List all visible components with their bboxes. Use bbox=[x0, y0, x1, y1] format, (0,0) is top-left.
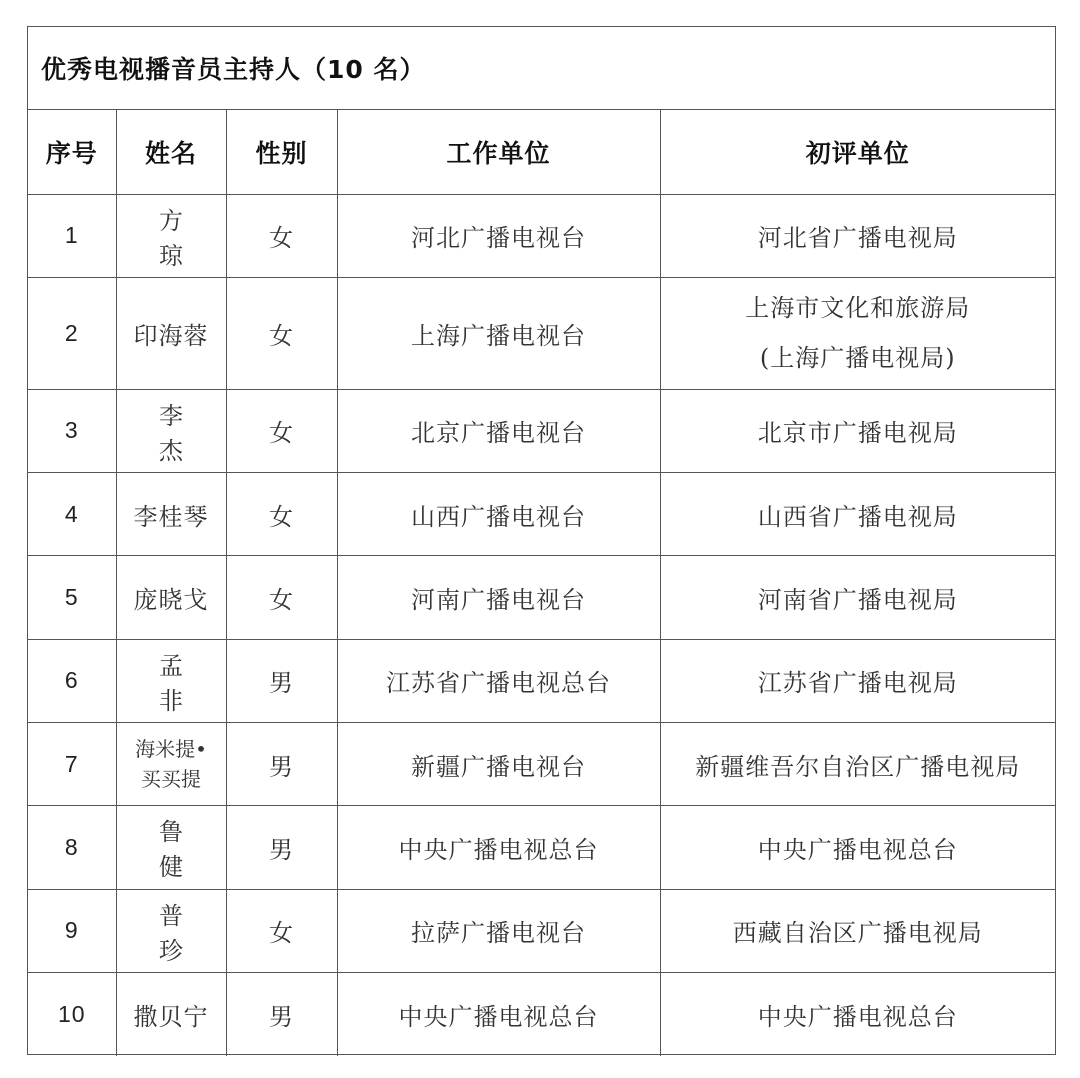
row-name-line: 买买提 bbox=[141, 767, 201, 792]
table-row bbox=[28, 806, 1055, 889]
row-number: 4 bbox=[28, 473, 116, 556]
row-evaluator: 西藏自治区广播电视局 bbox=[660, 889, 1055, 972]
table-row bbox=[28, 277, 1055, 389]
row-name-line: 海米提• bbox=[135, 737, 207, 762]
row-gender: 男 bbox=[226, 806, 337, 889]
row-evaluator: 河南省广播电视局 bbox=[660, 556, 1055, 639]
row-evaluator: 山西省广播电视局 bbox=[660, 473, 1055, 556]
row-name: 方 琼 bbox=[116, 194, 226, 277]
row-name: 李桂琴 bbox=[116, 473, 226, 556]
header-row bbox=[28, 110, 1055, 194]
row-workplace: 新疆广播电视台 bbox=[337, 722, 660, 805]
column-header-evaluator: 初评单位 bbox=[660, 110, 1055, 194]
table-row bbox=[28, 722, 1055, 805]
row-number: 1 bbox=[28, 194, 116, 277]
row-gender: 女 bbox=[226, 277, 337, 389]
row-workplace: 中央广播电视总台 bbox=[337, 806, 660, 889]
row-workplace: 江苏省广播电视总台 bbox=[337, 639, 660, 722]
table-row bbox=[28, 389, 1055, 472]
row-name: 鲁 健 bbox=[116, 806, 226, 889]
row-number: 6 bbox=[28, 639, 116, 722]
row-name: 印海蓉 bbox=[116, 277, 226, 389]
row-name: 庞晓戈 bbox=[116, 556, 226, 639]
column-header-number: 序号 bbox=[28, 110, 116, 194]
row-gender: 女 bbox=[226, 889, 337, 972]
row-workplace: 山西广播电视台 bbox=[337, 473, 660, 556]
row-gender: 女 bbox=[226, 194, 337, 277]
row-evaluator: 河北省广播电视局 bbox=[660, 194, 1055, 277]
row-evaluator: 中央广播电视总台 bbox=[660, 806, 1055, 889]
row-workplace: 上海广播电视台 bbox=[337, 277, 660, 389]
row-name: 撒贝宁 bbox=[116, 972, 226, 1055]
column-header-workplace: 工作单位 bbox=[337, 110, 660, 194]
column-header-name: 姓名 bbox=[116, 110, 226, 194]
row-evaluator: 北京市广播电视局 bbox=[660, 389, 1055, 472]
row-name: 普 珍 bbox=[116, 889, 226, 972]
row-number: 5 bbox=[28, 556, 116, 639]
row-gender: 女 bbox=[226, 389, 337, 472]
row-number: 2 bbox=[28, 277, 116, 389]
table-row bbox=[28, 889, 1055, 972]
table-row bbox=[28, 473, 1055, 556]
table-row bbox=[28, 972, 1055, 1055]
award-table-document bbox=[27, 26, 1056, 1055]
row-workplace: 拉萨广播电视台 bbox=[337, 889, 660, 972]
column-header-gender: 性别 bbox=[226, 110, 337, 194]
table-row bbox=[28, 194, 1055, 277]
row-evaluator: 新疆维吾尔自治区广播电视局 bbox=[660, 722, 1055, 805]
row-number: 9 bbox=[28, 889, 116, 972]
row-number: 3 bbox=[28, 389, 116, 472]
row-evaluator-line: (上海广播电视局) bbox=[759, 344, 956, 373]
row-name: 李 杰 bbox=[116, 389, 226, 472]
row-workplace: 河南广播电视台 bbox=[337, 556, 660, 639]
row-number: 7 bbox=[28, 722, 116, 805]
table-title: 优秀电视播音员主持人（10 名） bbox=[28, 27, 1055, 110]
row-evaluator-line: 上海市文化和旅游局 bbox=[745, 294, 971, 323]
row-gender: 男 bbox=[226, 972, 337, 1055]
row-workplace: 河北广播电视台 bbox=[337, 194, 660, 277]
row-name bbox=[116, 722, 226, 805]
row-workplace: 北京广播电视台 bbox=[337, 389, 660, 472]
row-gender: 男 bbox=[226, 722, 337, 805]
row-gender: 女 bbox=[226, 556, 337, 639]
row-evaluator bbox=[660, 277, 1055, 389]
row-evaluator: 江苏省广播电视局 bbox=[660, 639, 1055, 722]
table-row bbox=[28, 556, 1055, 639]
row-gender: 女 bbox=[226, 473, 337, 556]
row-number: 8 bbox=[28, 806, 116, 889]
row-workplace: 中央广播电视总台 bbox=[337, 972, 660, 1055]
row-gender: 男 bbox=[226, 639, 337, 722]
row-number: 10 bbox=[28, 972, 116, 1055]
row-name: 孟 非 bbox=[116, 639, 226, 722]
row-evaluator: 中央广播电视总台 bbox=[757, 1002, 958, 1031]
winners-table bbox=[28, 110, 1055, 1056]
table-row bbox=[28, 639, 1055, 722]
